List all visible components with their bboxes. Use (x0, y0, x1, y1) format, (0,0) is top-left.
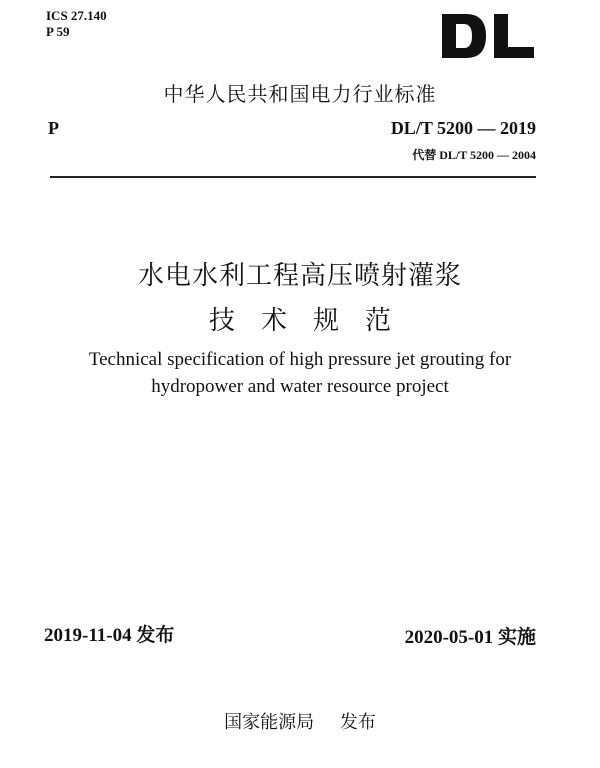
implementation-date: 2020-05-01 实施 (404, 627, 536, 648)
title-cn-line1: 水电水利工程高压喷射灌浆 (137, 261, 462, 291)
title-english (40, 346, 560, 400)
p-classification: P 59 (46, 24, 70, 39)
logo-letter-l (494, 14, 534, 58)
ics-classification (46, 8, 107, 40)
title-en-line1: Technical specification of high pressure jet grouting for (88, 349, 512, 370)
dl-logo (440, 12, 536, 60)
publisher-name: 国家能源局 (224, 712, 315, 733)
ics-code: ICS 27.140 (46, 8, 107, 23)
title-cn-line2: 技术规范 (208, 306, 417, 336)
logo-letter-d (442, 14, 486, 58)
category-mark: P (48, 118, 59, 138)
replaces-standard: 代替 DL/T 5200 — 2004 (412, 148, 536, 162)
issue-date: 2019-11-04 发布 (44, 625, 175, 646)
standard-number: DL/T 5200 — 2019 (390, 118, 536, 138)
header-divider (50, 176, 536, 178)
issuing-industry-title: 中华人民共和国电力行业标准 (163, 82, 437, 106)
publisher-action: 发布 (339, 712, 376, 733)
publisher (0, 708, 600, 734)
title-en-line2: hydropower and water resource project (151, 376, 449, 397)
